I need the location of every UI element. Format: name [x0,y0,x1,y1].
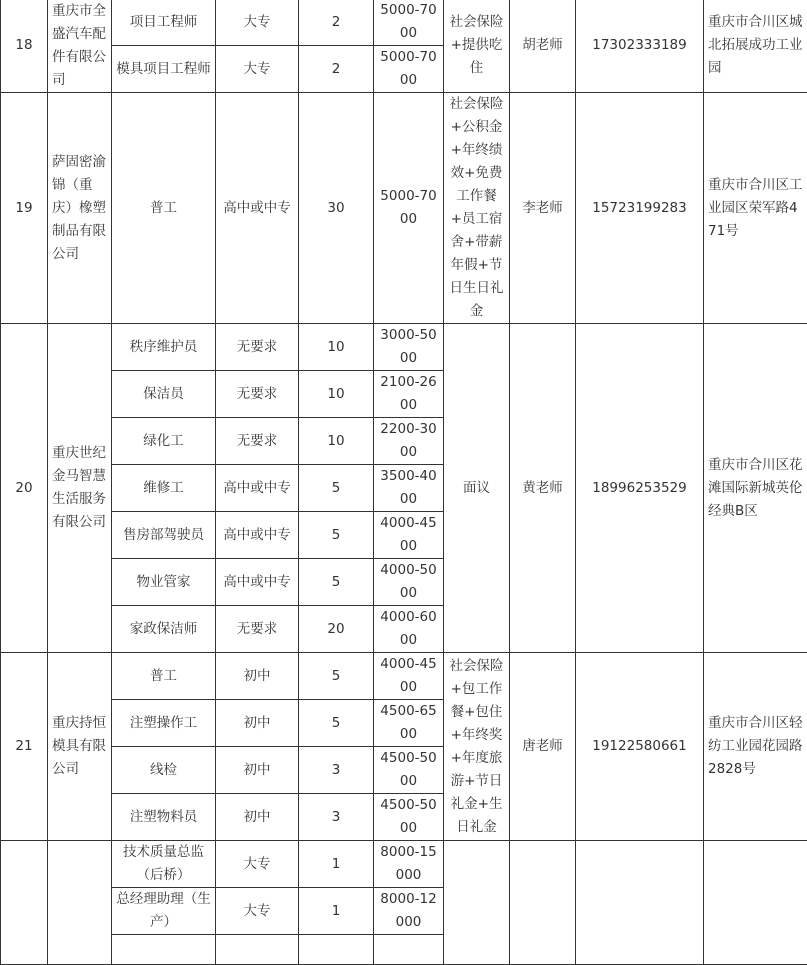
contact-person: 黄老师 [510,324,576,653]
headcount [299,935,374,965]
headcount: 5 [299,559,374,606]
salary-range: 4000-6000 [374,606,444,653]
job-title: 物业管家 [112,559,216,606]
contact-person: 唐老师 [510,653,576,841]
education-requirement: 大专 [216,841,299,888]
row-number: 20 [1,324,48,653]
salary-range: 4000-5000 [374,559,444,606]
salary-range: 4500-5000 [374,747,444,794]
company-name: 重庆持恒模具有限公司 [48,653,112,841]
headcount: 3 [299,794,374,841]
education-requirement: 高中或中专 [216,465,299,512]
table-row [1,0,807,46]
job-title: 售房部驾驶员 [112,512,216,559]
job-title: 家政保洁师 [112,606,216,653]
contact-person: 胡老师 [510,0,576,93]
education-requirement: 无要求 [216,324,299,371]
company-name: 萨固密渝锦（重庆）橡塑制品有限公司 [48,93,112,324]
headcount: 10 [299,324,374,371]
company-name: 重庆世纪金马智慧生活服务有限公司 [48,324,112,653]
salary-range: 8000-12000 [374,888,444,935]
contact-person: 李老师 [510,93,576,324]
headcount: 1 [299,888,374,935]
job-title: 总经理助理（生产） [112,888,216,935]
job-title: 秩序维护员 [112,324,216,371]
row-number: 21 [1,653,48,841]
salary-range: 4000-4500 [374,653,444,700]
work-address: 重庆市合川区工业园区荣军路471号 [704,93,807,324]
headcount: 5 [299,653,374,700]
benefits: 社会保险+包工作餐+包住+年终奖+年度旅游+节日礼金+生日礼金 [444,653,510,841]
education-requirement: 无要求 [216,371,299,418]
headcount: 2 [299,46,374,93]
education-requirement: 初中 [216,700,299,747]
education-requirement: 大专 [216,46,299,93]
salary-range: 8000-15000 [374,841,444,888]
headcount: 2 [299,0,374,46]
job-title: 注塑操作工 [112,700,216,747]
job-title [112,935,216,965]
headcount: 1 [299,841,374,888]
education-requirement: 无要求 [216,606,299,653]
salary-range: 2200-3000 [374,418,444,465]
education-requirement: 初中 [216,747,299,794]
work-address: 重庆市合川区城北拓展成功工业园 [704,0,807,93]
job-title: 维修工 [112,465,216,512]
education-requirement: 大专 [216,0,299,46]
headcount: 10 [299,371,374,418]
salary-range: 3000-5000 [374,324,444,371]
headcount: 30 [299,93,374,324]
education-requirement: 高中或中专 [216,559,299,606]
headcount: 5 [299,512,374,559]
benefits: 面议 [444,324,510,653]
row-number: 18 [1,0,48,93]
phone-number [576,841,704,965]
phone-number: 17302333189 [576,0,704,93]
job-title: 技术质量总监（后桥） [112,841,216,888]
education-requirement [216,935,299,965]
job-title: 普工 [112,653,216,700]
education-requirement: 初中 [216,794,299,841]
table-row [1,841,807,888]
headcount: 5 [299,700,374,747]
phone-number: 15723199283 [576,93,704,324]
work-address: 重庆市合川区轻纺工业园花园路2828号 [704,653,807,841]
headcount: 20 [299,606,374,653]
salary-range [374,935,444,965]
table-row [1,653,807,700]
salary-range: 4500-6500 [374,700,444,747]
salary-range: 5000-7000 [374,0,444,46]
education-requirement: 大专 [216,888,299,935]
job-title: 注塑物料员 [112,794,216,841]
salary-range: 2100-2600 [374,371,444,418]
row-number: 19 [1,93,48,324]
salary-range: 4500-5000 [374,794,444,841]
job-title: 模具项目工程师 [112,46,216,93]
table-row [1,324,807,371]
benefits [444,841,510,965]
company-name [48,841,112,965]
work-address [704,841,807,965]
headcount: 3 [299,747,374,794]
job-title: 保洁员 [112,371,216,418]
job-title: 普工 [112,93,216,324]
headcount: 10 [299,418,374,465]
salary-range: 5000-7000 [374,46,444,93]
table-body [1,0,807,965]
phone-number: 19122580661 [576,653,704,841]
salary-range: 3500-4000 [374,465,444,512]
company-name: 重庆市全盛汽车配件有限公司 [48,0,112,93]
job-title: 项目工程师 [112,0,216,46]
education-requirement: 高中或中专 [216,512,299,559]
education-requirement: 高中或中专 [216,93,299,324]
benefits: 社会保险+提供吃住 [444,0,510,93]
education-requirement: 初中 [216,653,299,700]
job-title: 绿化工 [112,418,216,465]
job-title: 线检 [112,747,216,794]
headcount: 5 [299,465,374,512]
row-number [1,841,48,965]
work-address: 重庆市合川区花滩国际新城英伦经典B区 [704,324,807,653]
table-row [1,93,807,324]
contact-person [510,841,576,965]
phone-number: 18996253529 [576,324,704,653]
education-requirement: 无要求 [216,418,299,465]
benefits: 社会保险+公积金+年终绩效+免费工作餐+员工宿舍+带薪年假+节日生日礼金 [444,93,510,324]
salary-range: 4000-4500 [374,512,444,559]
salary-range: 5000-7000 [374,93,444,324]
